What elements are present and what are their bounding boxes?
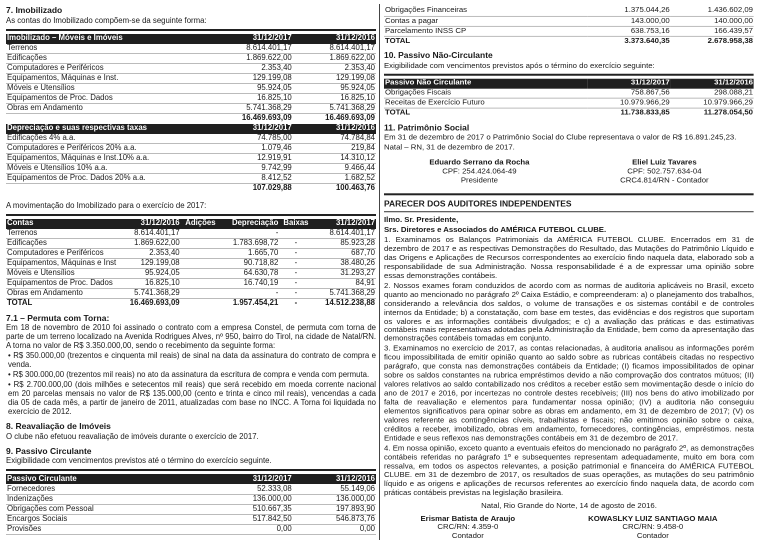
table-cell: 85.923,28 bbox=[313, 239, 376, 249]
table-cell: 9.742,99 bbox=[210, 164, 293, 174]
right-column bbox=[384, 6, 754, 541]
total-value: 16.469.693,09 bbox=[293, 114, 376, 124]
table-total-row bbox=[384, 108, 754, 118]
parecer-greeting: Ilmo. Sr. Presidente, bbox=[384, 215, 459, 225]
table-row bbox=[6, 144, 376, 154]
header-cell: 31/12/2016 bbox=[671, 78, 754, 88]
header-cell: 31/12/2017 bbox=[587, 78, 670, 88]
header-cell: Adições bbox=[181, 219, 221, 229]
header-cell: 31/12/2016 bbox=[117, 219, 180, 229]
table-cell: 8.614.401,17 bbox=[117, 229, 180, 239]
table-cell: 5.741.368,29 bbox=[293, 104, 376, 114]
table-cell: 55.149,06 bbox=[293, 484, 376, 494]
table-cell: 12.919,91 bbox=[210, 154, 293, 164]
table-cell: 1.869.622,00 bbox=[210, 54, 293, 64]
header-cell: 31/12/2017 bbox=[313, 219, 376, 229]
table-cell: 14.310,12 bbox=[293, 154, 376, 164]
table-row bbox=[6, 269, 376, 279]
table-cell: - bbox=[279, 269, 312, 279]
parecer-title: PARECER DOS AUDITORES INDEPENDENTES bbox=[384, 198, 572, 209]
table-cell: 1.436.602,09 bbox=[671, 6, 754, 16]
table-row bbox=[6, 239, 376, 249]
table-cell: 129.199,08 bbox=[293, 74, 376, 84]
reavaliacao-text: O clube não efetuou reavaliação de imóveis durante o exercício de 2017. bbox=[6, 431, 259, 441]
table-cell: 0,00 bbox=[293, 524, 376, 534]
table-cell: Edificações bbox=[6, 54, 210, 64]
signatures-auditors bbox=[384, 515, 754, 542]
table-cell: 129.199,08 bbox=[117, 259, 180, 269]
header-cell: Imobilizado – Móveis e Imóveis bbox=[6, 34, 210, 44]
total-label: TOTAL bbox=[384, 36, 587, 46]
rule bbox=[384, 73, 754, 75]
column-divider bbox=[379, 4, 380, 540]
signatory-id: CPF: 502.757.634-04 bbox=[627, 166, 702, 176]
section-title-patrimonio-social: 11. Patrimônio Social bbox=[384, 122, 470, 133]
rule bbox=[6, 469, 376, 471]
table-cell: Obrigações com Pessoal bbox=[6, 504, 210, 514]
table-cell: 758.867,56 bbox=[587, 88, 670, 98]
table-cell: - bbox=[220, 229, 279, 239]
table-cell: 129.199,08 bbox=[210, 74, 293, 84]
signature-block bbox=[588, 515, 717, 542]
section-title-passivo-nao-circulante: 10. Passivo Não-Circulante bbox=[384, 49, 493, 60]
table-cell: 5.741.368,29 bbox=[117, 289, 180, 299]
table-row bbox=[6, 484, 376, 494]
table-cell: 1.079,46 bbox=[210, 144, 293, 154]
signature-block bbox=[420, 515, 515, 542]
table-cell bbox=[181, 229, 221, 239]
table-cell: 638.753,16 bbox=[587, 26, 670, 36]
permuta-bullet: • R$ 300.000,00 (trezentos mil reais) no ato da assinatura da escritura de compra e venda com permuta. bbox=[8, 370, 370, 380]
table-row bbox=[6, 74, 376, 84]
table-cell: 517.842,50 bbox=[210, 514, 293, 524]
total-value: 1.957.454,21 bbox=[220, 299, 279, 309]
table-cell: Computadores e Periféricos 20% a.a. bbox=[6, 144, 210, 154]
table-cell: 16.825,10 bbox=[117, 279, 180, 289]
movimentacao-table bbox=[6, 219, 376, 309]
signatory-role: CRC4.814/RN - Contador bbox=[620, 175, 709, 185]
table-cell: Equipamentos, Máquinas e Inst bbox=[7, 258, 117, 268]
table-cell: Obrigações Fiscais bbox=[384, 88, 587, 98]
table-row bbox=[6, 154, 376, 164]
table-cell: 74.784,84 bbox=[293, 134, 376, 144]
table-cell: 298.088,21 bbox=[671, 88, 754, 98]
signatory-role: Contador bbox=[451, 531, 484, 541]
signatory-name: KOWASLKY LUIZ SANTIAGO MAIA bbox=[588, 513, 718, 523]
signatory-role: Presidente bbox=[460, 175, 498, 185]
table-row bbox=[6, 134, 376, 144]
total-value bbox=[181, 299, 221, 309]
header-cell: Passivo Circulante bbox=[6, 474, 210, 484]
table-cell: 2.353,40 bbox=[293, 64, 376, 74]
passivo-circulante-table-part1 bbox=[6, 474, 376, 535]
table-cell: 8.614.401,17 bbox=[313, 229, 376, 239]
table-cell: - bbox=[279, 249, 312, 259]
table-cell: 10.979.966,29 bbox=[671, 98, 754, 108]
table-cell: 16.825,10 bbox=[293, 94, 376, 104]
table-cell: 2.353,40 bbox=[117, 249, 180, 259]
signatory-id: CPF: 254.424.064-49 bbox=[442, 166, 517, 176]
table-row bbox=[6, 84, 376, 94]
permuta-text: Em 18 de novembro de 2010 foi assinado o contrato com a empresa Constel, de permuta com torna de parte de um terreno localizado na Avenida Rodrigues Alves, nº 950, bairro do Tirol, na cidade de Natal/RN. A torna no valor de R$ 3.350.000,00, sendo o recebimento da seguinte forma: bbox=[6, 323, 376, 351]
table-cell: Edificações 4% a.a. bbox=[6, 134, 210, 144]
table-row bbox=[6, 494, 376, 504]
table-row bbox=[6, 524, 376, 534]
signatory-id: CRC/RN: 4.359-0 bbox=[437, 522, 499, 532]
section-title-reavaliacao: 8. Reavaliação de Imóveis bbox=[6, 420, 111, 431]
table-cell: 8.614.401,17 bbox=[210, 44, 293, 54]
section-title-imobilizado: 7. Imobilizado bbox=[6, 5, 63, 15]
header-cell: 31/12/2016 bbox=[293, 34, 376, 44]
table-cell: 16.740,19 bbox=[220, 279, 279, 289]
table-cell: Contas a pagar bbox=[384, 16, 587, 26]
left-column bbox=[6, 6, 376, 535]
table-cell: Equipamentos, Máquinas e Inst.10% a.a. bbox=[6, 154, 210, 164]
section-title-passivo-circulante: 9. Passivo Circulante bbox=[6, 445, 92, 456]
table-cell: Obrigações Financeiras bbox=[384, 6, 587, 16]
rule bbox=[6, 214, 376, 216]
table-row bbox=[6, 504, 376, 514]
table-cell: 38.480,26 bbox=[313, 259, 376, 269]
table-cell: - bbox=[279, 279, 312, 289]
table-total-row bbox=[6, 299, 376, 309]
table-cell: 16.825,10 bbox=[210, 94, 293, 104]
total-label: TOTAL bbox=[384, 108, 587, 118]
table-row bbox=[6, 44, 376, 54]
signatory-name: Eliel Luiz Tavares bbox=[632, 157, 697, 167]
permuta-bullet: • R$ 350.000,00 (trezentos e cinquenta mil reais) de sinal na data da assinatura do contrato de compra e venda. bbox=[8, 351, 376, 370]
table-cell bbox=[181, 249, 221, 259]
parecer-place-date: Natal, Rio Grande do Norte, 14 de agosto de 2016. bbox=[481, 500, 657, 510]
passivo-nao-circulante-text: Exigibilidade com vencimentos previstos após o término do exercício seguinte: bbox=[384, 60, 655, 70]
signatures-directors bbox=[384, 159, 754, 186]
table-cell: 510.667,35 bbox=[210, 504, 293, 514]
header-cell: Baixas bbox=[279, 219, 312, 229]
table-cell: 1.665,70 bbox=[220, 249, 279, 259]
table-cell: 2.353,40 bbox=[210, 64, 293, 74]
table-cell: Equipamentos de Proc. Dados 20% a.a. bbox=[6, 174, 210, 184]
table-cell: 1.682,52 bbox=[293, 174, 376, 184]
header-cell: 31/12/2017 bbox=[210, 124, 293, 134]
table-cell: - bbox=[279, 259, 312, 269]
parecer-paragraph-4: 4. Em nossa opinião, exceto quanto a eventuais efeitos do mencionado no parágrafo 2º, as demonstrações contábeis referidas no parágrafo 1º e subsequentes representam adequadamente, muito em bora com ressalva, em todos os aspectos relevantes, a posição patrimonial e financeira do AMÉRICA FUTEBOL CLUBE. em 31 de dezembro de 2017, os resultados de suas operações, as mutações do seu patrimônio líquido e as origens e aplicações de recursos referentes ao exercício findo naquela data, de acordo com práticas contábeis previstas na legislação brasileira. bbox=[384, 443, 754, 497]
table-cell: 140.000,00 bbox=[671, 16, 754, 26]
header-cell: Depreciação e suas respectivas taxas bbox=[6, 124, 210, 134]
table-cell: Equipamentos, Máquinas e Inst. bbox=[6, 74, 210, 84]
table-total-row bbox=[6, 114, 376, 124]
total-value: 107.029,88 bbox=[210, 184, 293, 194]
table-cell: 136.000,00 bbox=[293, 494, 376, 504]
table-cell: Computadores e Periféricos bbox=[6, 64, 210, 74]
total-label bbox=[6, 184, 210, 194]
table-cell: 90.718,82 bbox=[220, 259, 279, 269]
table-row bbox=[6, 164, 376, 174]
total-label: TOTAL bbox=[6, 299, 117, 309]
signature-block bbox=[620, 159, 709, 186]
table-cell: Indenizações bbox=[6, 494, 210, 504]
table-cell: 0,00 bbox=[210, 524, 293, 534]
table-cell: 143.000,00 bbox=[587, 16, 670, 26]
table-cell bbox=[279, 229, 312, 239]
table-cell: Receitas de Exercício Futuro bbox=[384, 98, 587, 108]
table-header bbox=[6, 474, 376, 484]
header-cell: 31/12/2016 bbox=[293, 474, 376, 484]
parecer-addressee: Srs. Diretores e Associados do AMÉRICA FUTEBOL CLUBE. bbox=[384, 225, 607, 235]
total-value: 2.678.958,38 bbox=[671, 36, 754, 46]
table-row bbox=[6, 249, 376, 259]
total-value: 11.278.054,50 bbox=[671, 108, 754, 118]
table-cell: 1.375.044,26 bbox=[587, 6, 670, 16]
table-cell: 687,70 bbox=[313, 249, 376, 259]
table-total-row bbox=[6, 184, 376, 194]
signatory-name: Eduardo Serrano da Rocha bbox=[429, 157, 530, 167]
table-cell: 136.000,00 bbox=[210, 494, 293, 504]
parecer-paragraph-1: 1. Examinamos os Balanços Patrimoniais da AMÉRICA FUTEBOL CLUBE. Encerrados em 31 de dezembro de 2017 e as respectivas Demonstrações do Resultado, das Mutações do Patrimônio Líquido e das Origens e Aplicações de Recursos correspondentes ao exercício findo naquela data, elaborado sob a responsabilidade de sua Administração. Nossa responsabilidade é a de expressar uma opinião sobre essas demonstrações contábeis. bbox=[384, 235, 754, 280]
header-cell: 31/12/2017 bbox=[210, 474, 293, 484]
table-row bbox=[6, 64, 376, 74]
table-cell: 1.869.622,00 bbox=[293, 54, 376, 64]
table-cell: Encargos Sociais bbox=[6, 514, 210, 524]
table-cell: - bbox=[279, 289, 312, 299]
table-row bbox=[6, 54, 376, 64]
table-cell: 5.741.368,29 bbox=[210, 104, 293, 114]
table-cell bbox=[181, 259, 221, 269]
table-total-row bbox=[384, 36, 754, 46]
table-cell: Móveis e Utensílios bbox=[6, 84, 210, 94]
table-cell: 74.785,00 bbox=[210, 134, 293, 144]
total-value: - bbox=[279, 299, 312, 309]
header-cell: Depreciação bbox=[220, 219, 279, 229]
table-cell: Equipamentos de Proc. Dados bbox=[6, 279, 117, 289]
table-cell: Edificações bbox=[6, 239, 117, 249]
table-header bbox=[6, 34, 376, 44]
table-row bbox=[6, 229, 376, 239]
total-label bbox=[6, 114, 210, 124]
table-cell: Terrenos bbox=[6, 44, 210, 54]
total-value: 16.469.693,09 bbox=[210, 114, 293, 124]
rule bbox=[384, 194, 754, 196]
table-cell: 8.614.401,17 bbox=[293, 44, 376, 54]
table-cell: 166.439,57 bbox=[671, 26, 754, 36]
rule bbox=[384, 211, 754, 212]
table-row bbox=[6, 279, 376, 289]
table-cell: 5.741.368,29 bbox=[313, 289, 376, 299]
passivo-circulante-table-part2 bbox=[384, 6, 754, 46]
table-cell: 10.979.966,29 bbox=[587, 98, 670, 108]
table-cell: Obras em Andamento bbox=[6, 104, 210, 114]
table-cell: 197.893,90 bbox=[293, 504, 376, 514]
table-row bbox=[6, 514, 376, 524]
section-title-permuta: 7.1 – Permuta com Torna: bbox=[6, 312, 110, 323]
table-cell: Fornecedores bbox=[6, 484, 210, 494]
table-cell bbox=[181, 279, 221, 289]
signatory-role: Contador bbox=[636, 531, 669, 541]
signatory-id: CRC/RN: 9.458-0 bbox=[622, 522, 684, 532]
table-row bbox=[6, 259, 376, 269]
parecer-paragraph-3: 3. Examinamos no exercício de 2017, as contas relacionadas, à auditoria analisou as informações porém ficou impossibilitada de emitir opinião quanto ao saldo sobre as rubricas contábeis citadas no respectivo parágrafo, que consta nas demonstrações contábeis da Entidade; (I) ficamos impossibilitados de opinar sobre os saldos constantes na rubrica empréstimos devido a não comprovação dos contratos mútuos; (II) valores relativos ao saldo contabilizado nos créditos a receber estão sem movimentação desde o início do ano de 2017 e 2016, por incertezas no controle destes recebíveis; (III) nos bens do ativo imobilizado por falta de reavaliação e elementos para fundamentar nossa opinião; (IV) a auditoria não conseguiu elementos significativos para opinar sobre as obras em andamento, em 31 de dezembro de 2017; (V) os valores referente as contingências cíveis, trabalhistas e fiscais; não emitimos opinião sobre o caixa, créditos a receber, imobilizado, obras em andamento, fornecedores, contingências, empréstimos. nesta Entidade e seus reflexos nas demonstrações contábeis em 31 de dezembro de 2017. bbox=[384, 344, 754, 443]
table-cell: Móveis e Utensílios 10% a.a. bbox=[6, 164, 210, 174]
table-cell: 95.924,05 bbox=[210, 84, 293, 94]
header-cell: Contas bbox=[6, 219, 117, 229]
table-cell: 52.333,08 bbox=[210, 484, 293, 494]
table-cell: - bbox=[279, 239, 312, 249]
total-value: 16.469.693,09 bbox=[117, 299, 180, 309]
passivo-circulante-text: Exigibilidade com vencimentos previstos até o término do exercício seguinte. bbox=[6, 456, 272, 466]
passivo-nao-circulante-table bbox=[384, 78, 754, 118]
table-row bbox=[384, 88, 754, 98]
patrimonio-social-place: Natal – RN, 31 de dezembro de 2017. bbox=[384, 142, 515, 152]
table-cell: 1.869.622,00 bbox=[117, 239, 180, 249]
table-cell: Móveis e Utensílios bbox=[6, 269, 117, 279]
total-value: 100.463,76 bbox=[293, 184, 376, 194]
table-cell: Equipamentos de Proc. Dados bbox=[6, 94, 210, 104]
table-cell: Obras em Andamento bbox=[6, 289, 117, 299]
signatory-name: Erismar Batista de Araujo bbox=[420, 513, 516, 523]
table-cell: 219,84 bbox=[293, 144, 376, 154]
total-value: 14.512.238,88 bbox=[313, 299, 376, 309]
table-row bbox=[384, 6, 754, 16]
permuta-bullet: • R$ 2.700.000,00 (dois milhões e setecentos mil reais) que será recebido em moeda corrente nacional em 20 parcelas mensais no valor de R$ 135.000,00 (cento e trinta e cinco mil reais), vencendas a cada dia 05 de cada mês, a partir de janeiro de 2011, atualizadas com base no INCC. A Torna foi liquidada no exercício de 2012. bbox=[8, 380, 376, 417]
table-row bbox=[384, 26, 754, 36]
table-cell: 95.924,05 bbox=[117, 269, 180, 279]
table-cell: 95.924,05 bbox=[293, 84, 376, 94]
table-cell: Computadores e Periféricos bbox=[6, 249, 117, 259]
imobilizado-intro: As contas do Imobilizado compõem-se da seguinte forma: bbox=[6, 15, 207, 25]
total-value: 3.373.640,35 bbox=[587, 36, 670, 46]
table-cell: Terrenos bbox=[6, 229, 117, 239]
patrimonio-social-text: Em 31 de dezembro de 2017 o Patrimônio Social do Clube representava o valor de R$ 16.891.245,23. bbox=[384, 133, 737, 142]
table-row bbox=[6, 174, 376, 184]
table-cell: - bbox=[220, 289, 279, 299]
table-cell: 8.412,52 bbox=[210, 174, 293, 184]
table-cell: 64.630,78 bbox=[220, 269, 279, 279]
imobilizado-table bbox=[6, 34, 376, 194]
table-cell: Provisões bbox=[6, 524, 210, 534]
table-cell: 31.293,27 bbox=[313, 269, 376, 279]
table-cell: 1.783.698,72 bbox=[220, 239, 279, 249]
rule bbox=[6, 29, 376, 31]
table-row bbox=[384, 98, 754, 108]
header-cell: 31/12/2017 bbox=[210, 34, 293, 44]
movimentacao-intro: A movimentação do Imobilizado para o exercício de 2017: bbox=[6, 200, 207, 210]
total-value: 11.738.833,85 bbox=[587, 108, 670, 118]
table-cell: Parcelamento INSS CP bbox=[384, 26, 587, 36]
table-row bbox=[6, 94, 376, 104]
table-header bbox=[6, 219, 376, 229]
header-cell: Passivo Não Circulante bbox=[384, 78, 587, 88]
table-row bbox=[6, 289, 376, 299]
table-row bbox=[384, 16, 754, 26]
table-cell: 84,91 bbox=[313, 279, 376, 289]
parecer-paragraph-2: 2. Nossos exames foram conduzidos de acordo com as normas de auditoria aplicáveis no Brasil, exceto quanto ao mencionado no parágrafo 2º Caixa Estádio, e compreenderam: a) o planejamento dos trabalhos, considerando a relevância dos saldos, o volume de transações e os sistemas contábil e de controles internos da Entidade; b) a constatação, com base em testes, das evidências e dos registros que suportam os valores e as informações contábeis divulgados; e c) a avaliação das práticas e das estimativas contábeis mais representativas adotadas pela Administração da Entidade, bem como da apresentação das demonstrações contábeis tomadas em conjunto. bbox=[384, 280, 754, 344]
header-cell: 31/12/2016 bbox=[293, 124, 376, 134]
signature-block bbox=[429, 159, 529, 186]
table-cell bbox=[181, 289, 221, 299]
table-row bbox=[6, 104, 376, 114]
table-cell bbox=[181, 269, 221, 279]
table-cell: 546.873,76 bbox=[293, 514, 376, 524]
table-cell bbox=[181, 239, 221, 249]
table-cell: 9.466,44 bbox=[293, 164, 376, 174]
